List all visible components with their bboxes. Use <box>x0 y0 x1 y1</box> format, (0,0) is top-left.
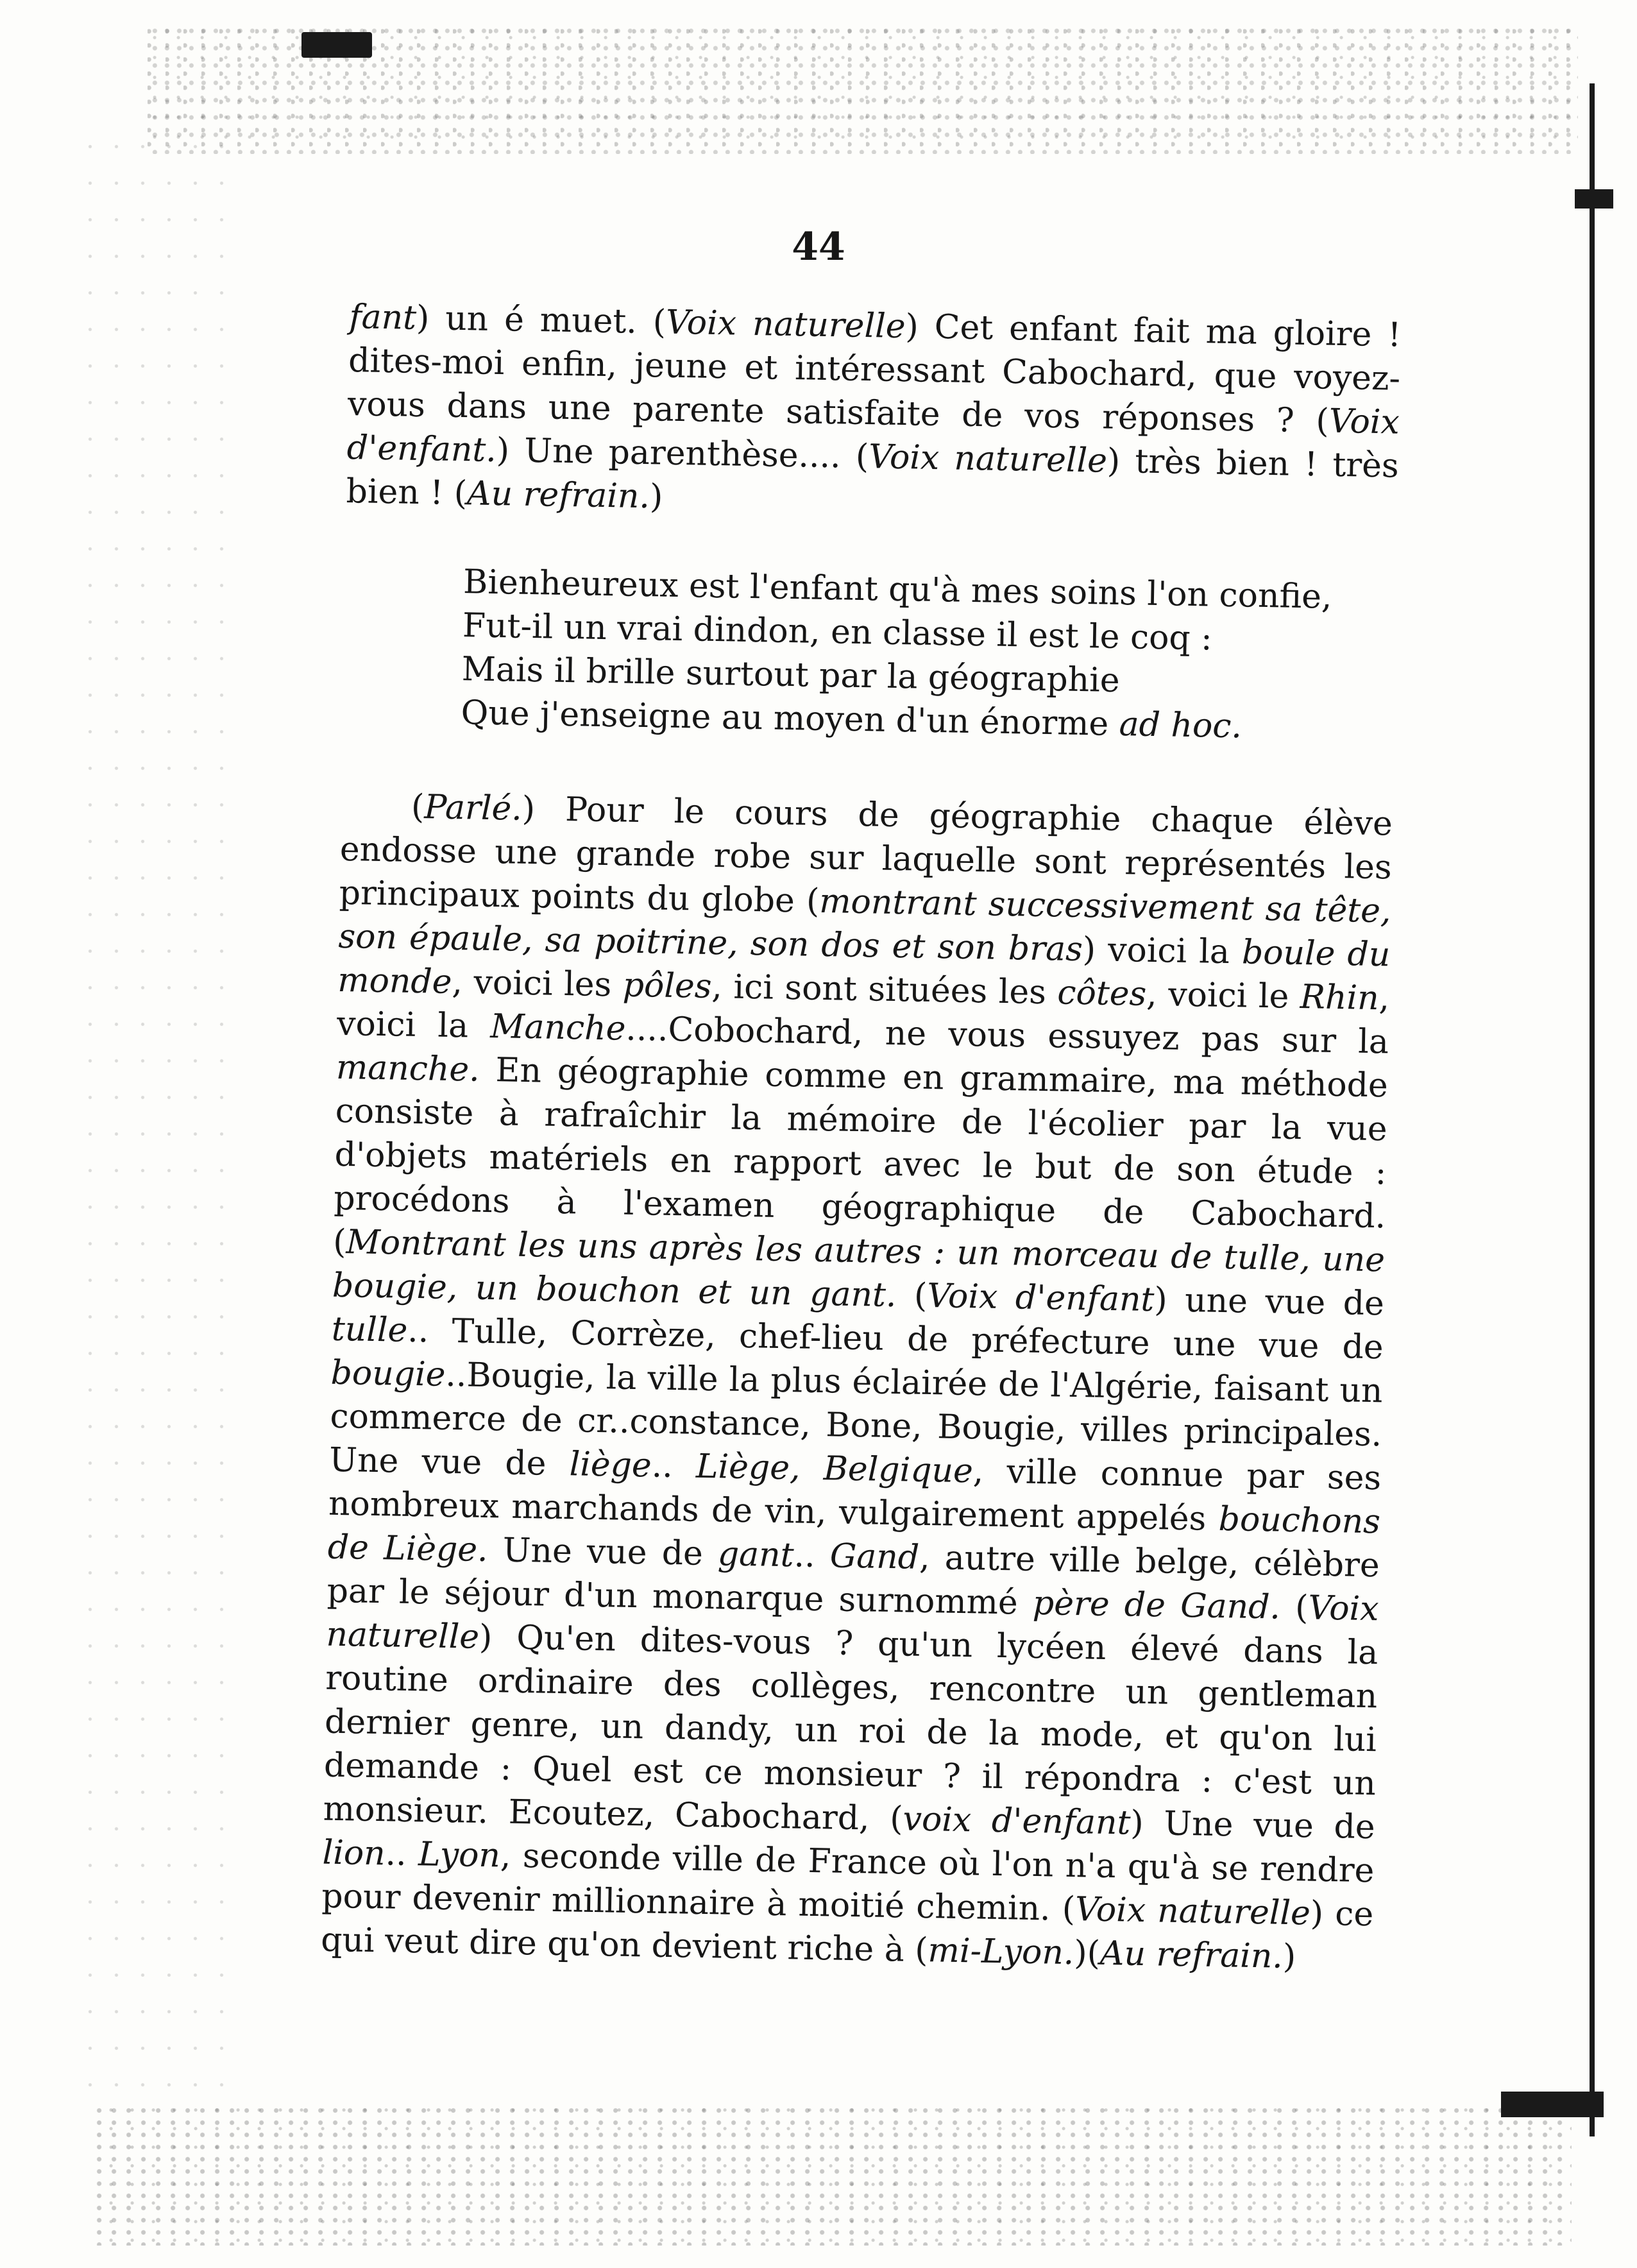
text-span: , voici la <box>336 979 1390 1046</box>
text-span: En géographie comme en grammaire, ma méthode consiste à rafraîchir la mémoire de l'écolier par la vue d'objets matériels en rapport avec le but de son étude : procédons à l'examen géographique de Cabochard. ( <box>332 1050 1389 1262</box>
text-span: ( <box>411 787 425 827</box>
text-span: )( <box>1073 1934 1101 1973</box>
text-span: ) <box>1282 1937 1296 1977</box>
text-span: tulle <box>331 1309 408 1350</box>
stage-direction: Voix d'enfant. <box>346 402 1400 470</box>
verse-line-2: Fut-il un vrai dindon, en classe il est le coq : <box>462 606 1213 658</box>
stage-direction: Voix naturelle <box>665 303 906 346</box>
text-span: lion <box>322 1833 386 1873</box>
text-span: , ville connue par ses nombreux marchands de vin, vulgairement appelés <box>328 1452 1382 1539</box>
text-span: ) Une vue de <box>1130 1803 1376 1847</box>
stage-direction: Voix d'enfant <box>926 1276 1155 1320</box>
body-text <box>321 295 1402 1980</box>
text-span: ) Qu'en dites-vous ? qu'un lycéen élevé dans la routine ordinaire des collèges, rencontre un gentleman dernier genre, un dandy, un roi de la mode, et qu'on lui demande : Quel est ce monsieur ? il répondra : c'est un monsieur. Ecoutez, Cabochard, ( <box>323 1617 1378 1839</box>
binding-edge-line <box>1590 83 1595 2136</box>
text-span: ....Cobochard, ne vous essuyez pas sur la <box>625 1009 1389 1062</box>
text-span: manche. <box>335 1048 480 1089</box>
text-span: bougie <box>330 1353 446 1394</box>
text-span: ) ce qui veut dire qu'on devient riche à ( <box>320 1894 1374 1970</box>
text-span: , voici les <box>451 962 623 1005</box>
paragraph-2 <box>321 784 1393 1980</box>
text-span: Une vue de <box>488 1531 718 1574</box>
text-span: , ici sont situées les <box>711 968 1058 1012</box>
text-span: ) Pour le cours de géographie chaque élève endosse une grande robe sur laquelle sont représentés les principaux points du globe ( <box>339 789 1393 921</box>
text-span: pôles <box>622 966 712 1007</box>
text-span: ..Bougie, la ville la plus éclairée de l'Algérie, faisant un commerce de cr..constance, Bone, Bougie, villes principales. Une vue de <box>328 1355 1383 1484</box>
stage-direction: Montrant les uns après les autres : un morceau de tulle, une bougie, un bouchon et un gant. <box>332 1223 1386 1315</box>
text-span: Gand <box>829 1537 920 1577</box>
paragraph-1 <box>346 295 1402 532</box>
text-span: père de Gand. <box>1032 1583 1281 1627</box>
text-span: , voici le <box>1146 975 1301 1017</box>
text-span: liège <box>569 1445 652 1485</box>
text-span: ) voici la <box>1082 930 1243 972</box>
stage-direction: Voix naturelle <box>326 1589 1380 1657</box>
text-span: .. Tulle, Corrèze, chef-lieu de préfecture une vue de <box>407 1311 1384 1367</box>
text-span: boule du monde <box>337 933 1391 1002</box>
text-span: , seconde ville de France où l'on n'a qu'à se rendre pour devenir millionnaire à moitié chemin. ( <box>321 1836 1375 1929</box>
binding-clip-top <box>1575 189 1613 209</box>
text-span: ( <box>895 1276 928 1315</box>
text-span: ( <box>1280 1588 1309 1628</box>
text-span: gant <box>717 1535 795 1575</box>
verse-line-3: Mais il brille surtout par la géographie <box>461 650 1121 701</box>
stage-direction: montrant successivement sa tête, son épaule, sa poitrine, son dos et son bras <box>338 882 1392 969</box>
text-span: côtes <box>1056 973 1147 1014</box>
verse-line-1: Bienheureux est l'enfant qu'à mes soins l'on confie, <box>462 563 1333 617</box>
text-span: ) un é muet. ( <box>416 298 666 342</box>
stage-direction: Parlé. <box>423 788 523 828</box>
ink-blot <box>301 32 372 58</box>
text-span: bouchons de Liège. <box>327 1499 1381 1570</box>
text-span: ) Cet enfant fait ma gloire ! dites-moi enfin, jeune et intéressant Cabochard, que voyez-vous dans une parente satisfaite de vos réponses ? ( <box>347 307 1402 441</box>
text-span: ) Une parenthèse.... ( <box>496 431 869 477</box>
verse <box>461 560 1397 751</box>
stage-direction: Au refrain. <box>466 474 650 516</box>
text-span: , autre ville belge, célèbre par le séjour d'un monarque surnommé <box>327 1538 1380 1623</box>
text-span: Rhin <box>1300 978 1380 1018</box>
text-span: .. <box>651 1446 697 1486</box>
text-span: Lyon <box>418 1835 501 1875</box>
text-span: .. <box>385 1834 419 1874</box>
text-span: fant <box>348 297 417 337</box>
stage-direction: Voix naturelle <box>1074 1890 1311 1933</box>
text-span: mi-Lyon. <box>928 1931 1074 1973</box>
text-span: ) très bien ! très bien ! ( <box>346 441 1400 513</box>
text-span: ) <box>649 477 663 516</box>
page-number: 44 <box>792 225 845 269</box>
text-span: ad hoc. <box>1119 705 1243 746</box>
text-span: Que j'enseigne au moyen d'un énorme <box>461 694 1120 744</box>
text-span: Manche <box>489 1007 626 1048</box>
text-span: .. <box>793 1536 831 1576</box>
text-span: ) une vue de <box>1153 1281 1385 1324</box>
scan-noise-left <box>77 128 244 2117</box>
stage-direction: Au refrain. <box>1099 1934 1284 1976</box>
binding-clip-bottom <box>1501 2092 1604 2117</box>
stage-direction: voix d'enfant <box>903 1800 1131 1843</box>
stage-direction: Voix naturelle <box>868 438 1108 481</box>
text-span: Liège, Belgique <box>695 1447 974 1491</box>
scan-noise-bottom <box>96 2104 1572 2246</box>
